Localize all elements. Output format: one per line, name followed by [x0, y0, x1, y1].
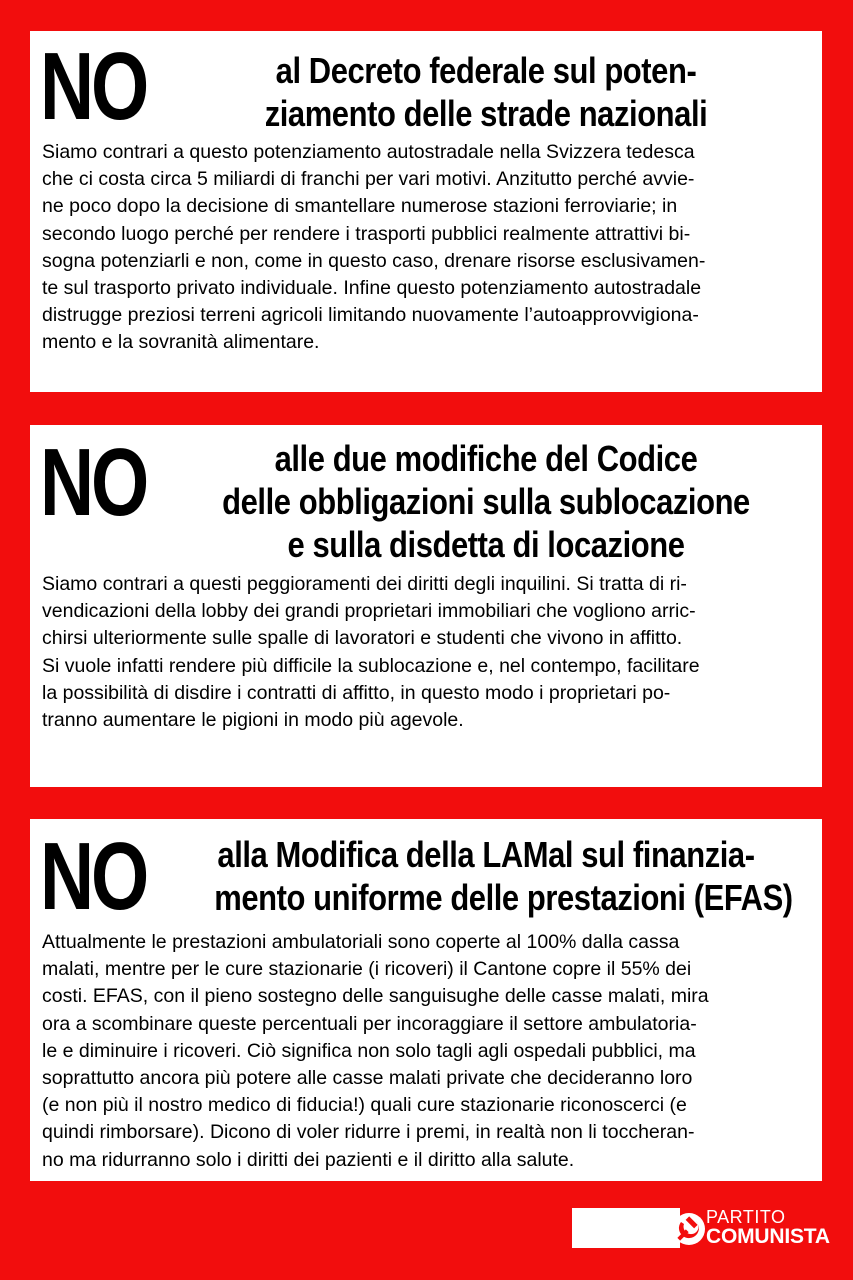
body-line: tranno aumentare le pigioni in modo più agevole. [42, 709, 464, 732]
logo-text [706, 1207, 830, 1247]
body-line: la possibilità di disdire i contratti di affitto, in questo modo i proprietari po- [42, 681, 671, 704]
section-body [42, 571, 812, 734]
body-line: te sul trasporto privato individuale. Infine questo potenziamento autostradale [42, 277, 702, 300]
body-line: Siamo contrari a questi peggioramenti dei diritti degli inquilini. Si tratta di ri- [42, 573, 687, 595]
no-label: NO [40, 33, 147, 140]
body-line: chirsi ulteriormente sulle spalle di lavoratori e studenti che vivono in affitto. [42, 627, 683, 650]
body-line: quindi rimborsare). Dicono di voler ridurre i premi, in realtà non li toccheran- [42, 1121, 695, 1144]
body-line: malati, mentre per le cure stazionarie (i ricoveri) il Cantone copre il 55% dei [42, 958, 692, 981]
body-line: Si vuole infatti rendere più difficile la sublocazione e, nel contempo, facilitare [42, 654, 700, 677]
body-line: Siamo contrari a questo potenziamento autostradale nella Svizzera tedesca [42, 141, 695, 163]
section-heading [214, 833, 793, 919]
section-heading [214, 49, 758, 135]
section-lamal-efas [30, 819, 822, 1181]
body-line: soprattutto ancora più potere alle casse malati private che decideranno loro [42, 1067, 693, 1090]
hammer-and-sickle-icon [672, 1212, 706, 1246]
body-line: le e diminuire i ricoveri. Ciò significa non solo tagli agli ospedali pubblici, ma [42, 1039, 696, 1062]
body-line: (e non più il nostro medico di fiducia!) quali cure stazionarie riconoscerci (e [42, 1094, 687, 1117]
heading-line: mento uniforme delle prestazioni (EFAS) [214, 877, 793, 918]
body-line: ora a scombinare queste percentuali per incoraggiare il settore ambulatoria- [42, 1012, 697, 1035]
heading-line: e sulla disdetta di locazione [287, 524, 685, 565]
body-line: Attualmente le prestazioni ambulatoriali sono coperte al 100% dalla cassa [42, 931, 680, 953]
no-label: NO [40, 429, 147, 536]
section-body [42, 929, 812, 1174]
logo-line-comunista: COMUNISTA [706, 1225, 830, 1248]
body-line: ne poco dopo la decisione di smantellare numerose stazioni ferroviarie; in [42, 195, 678, 218]
section-heading [214, 437, 758, 566]
no-label: NO [40, 823, 147, 930]
body-line: no ma ridurranno solo i diritti dei pazienti e il diritto alla salute. [42, 1148, 575, 1171]
section-motorway-decree [30, 31, 822, 392]
heading-line: al Decreto federale sul poten- [275, 50, 697, 91]
section-tenancy-law [30, 425, 822, 787]
logo-white-bar [572, 1208, 680, 1248]
body-line: secondo luogo perché per rendere i trasporti pubblici realmente attrattivi bi- [42, 222, 691, 245]
body-line: distrugge preziosi terreni agricoli limitando nuovamente l’autoapprovvigiona- [42, 304, 699, 327]
heading-line: alla Modifica della LAMal sul finanzia- [217, 834, 755, 875]
body-line: vendicazioni della lobby dei grandi proprietari immobiliari che vogliono arric- [42, 600, 696, 623]
heading-line: delle obbligazioni sulla sublocazione [222, 481, 750, 522]
body-line: sogna potenziarli e non, come in questo caso, drenare risorse esclusivamen- [42, 249, 706, 272]
heading-line: ziamento delle strade nazionali [264, 93, 708, 134]
body-line: mento e la sovranità alimentare. [42, 331, 320, 354]
heading-line: alle due modifiche del Codice [274, 438, 698, 479]
section-body [42, 139, 812, 357]
body-line: costi. EFAS, con il pieno sostegno delle sanguisughe delle casse malati, mira [42, 985, 709, 1008]
party-logo [572, 1207, 830, 1248]
body-line: che ci costa circa 5 miliardi di franchi per vari motivi. Anzitutto perché avvie- [42, 168, 695, 191]
logo-line-partito: PARTITO [706, 1207, 786, 1227]
